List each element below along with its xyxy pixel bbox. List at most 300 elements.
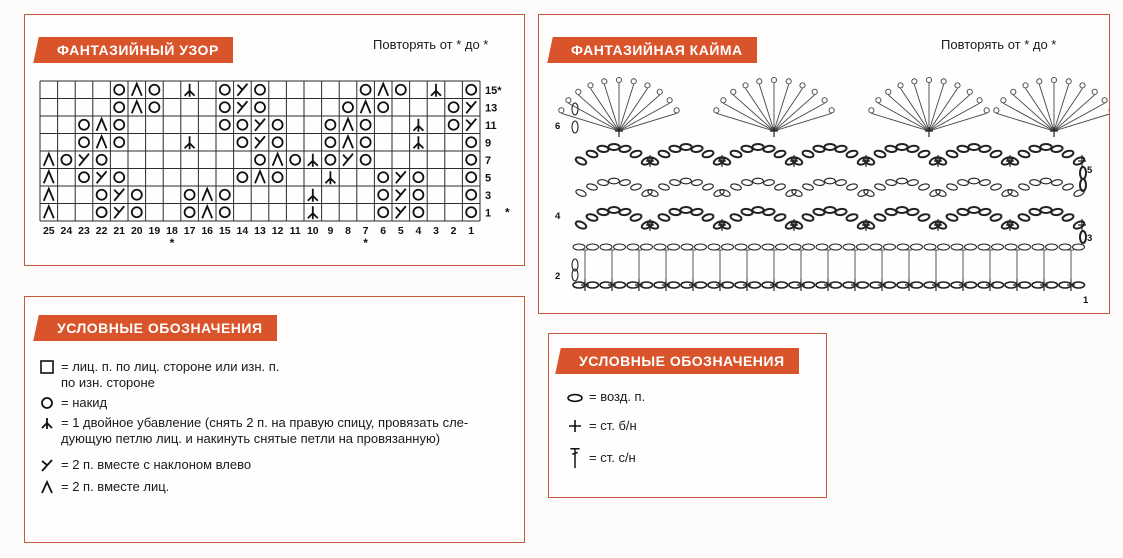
double-decrease-icon [39, 415, 57, 431]
chain-stitch [752, 207, 763, 213]
knitting-repeat-note: Повторять от * до * [373, 37, 489, 52]
chain-stitch [658, 213, 670, 222]
chain-stitch [990, 213, 1002, 222]
yarn-over-icon [396, 85, 406, 95]
yarn-over-icon [255, 155, 265, 165]
column-number: 4 [415, 225, 422, 237]
picot [876, 98, 881, 103]
picot [1080, 83, 1085, 88]
yarn-over-icon [378, 207, 388, 217]
column-number: 19 [148, 225, 161, 237]
chain-stitch [979, 179, 990, 186]
yarn-over-icon [237, 137, 247, 147]
chain-stitch [763, 145, 775, 153]
double-crochet [987, 250, 993, 281]
chain-stitch [979, 145, 991, 153]
picot [645, 83, 650, 88]
double-decrease-icon [185, 136, 195, 149]
yarn-over-icon [466, 137, 476, 147]
yarn-over-icon [343, 102, 353, 112]
chain-stitch [1051, 208, 1063, 216]
yarn-over-icon [132, 207, 142, 217]
row-number: 3 [485, 189, 492, 202]
chain-stitch [1080, 167, 1086, 179]
chain-stitch [802, 183, 814, 191]
left-decrease-icon [237, 84, 247, 96]
chain-stitch [946, 150, 958, 159]
yarn-over-icon [220, 85, 230, 95]
double-decrease-icon [431, 84, 441, 97]
double-crochet [744, 250, 750, 281]
chain-stitch [1062, 150, 1074, 159]
legend-text-cont: по изн. стороне [61, 375, 155, 390]
left-decrease-icon [396, 171, 406, 183]
knit-together-icon [44, 189, 54, 201]
chain-stitch [1029, 179, 1040, 186]
chain-stitch [791, 188, 803, 197]
row-4-arches [575, 178, 1085, 197]
double-decrease-icon [308, 206, 318, 219]
yarn-over-icon [273, 172, 283, 182]
legend-text: = возд. п. [589, 389, 646, 404]
chain-stitch [835, 208, 847, 216]
knit-together-icon [378, 84, 388, 96]
chain-stitch [874, 183, 886, 191]
yarn-over-icon [114, 120, 124, 130]
row-number: 13 [485, 102, 498, 115]
knit-together-icon [39, 479, 57, 495]
chain-stitch [978, 244, 990, 250]
yarn-over-icon [255, 85, 265, 95]
chain-stitch [641, 244, 653, 250]
yarn-over-icon [290, 155, 300, 165]
knit-together-icon [343, 119, 353, 131]
chain-stitch [776, 244, 788, 250]
chain-stitch [600, 244, 612, 250]
crochet-chart-title: ФАНТАЗИЙНАЯ КАЙМА [557, 37, 757, 63]
double-decrease-icon [185, 84, 195, 97]
legend-text: = 1 двойное убавление (снять 2 п. на правую спицу, провязать сле- [61, 415, 469, 430]
column-number: 21 [113, 225, 126, 237]
yarn-over-icon [255, 102, 265, 112]
yarn-over-icon [466, 190, 476, 200]
yarn-over-icon [361, 155, 371, 165]
left-decrease-icon [466, 119, 476, 131]
chain-stitch [774, 150, 786, 159]
chain-stitch [896, 144, 907, 150]
chain-stitch [907, 145, 919, 153]
yarn-over-icon [361, 137, 371, 147]
picot [674, 108, 679, 113]
chain-stitch [1073, 244, 1085, 250]
double-crochet [798, 250, 804, 281]
chain-stitch [619, 208, 631, 216]
left-decrease-icon [343, 154, 353, 166]
yarn-over-icon [273, 137, 283, 147]
left-decrease-icon [396, 189, 406, 201]
chain-stitch [1073, 188, 1085, 197]
chain-stitch [609, 178, 620, 184]
column-number: 24 [60, 225, 73, 237]
picot [714, 108, 719, 113]
column-number: 18 [166, 225, 178, 237]
chain-stitch [924, 244, 936, 250]
chain-stitch [749, 244, 761, 250]
chain-stitch [702, 213, 714, 222]
column-number: 17 [183, 225, 196, 237]
chain-stitch [735, 244, 747, 250]
fan-stitch [774, 113, 832, 131]
legend-item-chain [565, 388, 645, 406]
double-crochet [852, 250, 858, 281]
chain-stitch [1040, 207, 1051, 213]
chain-stitch [957, 145, 969, 153]
crochet-legend-panel [548, 333, 827, 498]
crochet-repeat-note: Повторять от * до * [941, 37, 1057, 52]
picot [631, 79, 636, 84]
chain-stitch [1046, 244, 1058, 250]
chain-stitch [857, 244, 869, 250]
crochet-chart-panel [538, 14, 1110, 314]
double-crochet [717, 250, 723, 281]
chain-stitch [630, 150, 642, 159]
knit-together-icon [97, 119, 107, 131]
legend-item-caret [39, 479, 169, 495]
chain-stitch [1080, 231, 1086, 243]
row-number: 5 [485, 172, 492, 185]
knitting-chart-title: ФАНТАЗИЙНЫЙ УЗОР [43, 37, 233, 63]
chain-stitch [572, 103, 578, 115]
yarn-over-icon [449, 102, 459, 112]
chain-stitch [702, 183, 714, 191]
legend-text: = лиц. п. по лиц. стороне или изн. п. [61, 359, 280, 374]
legend-item-dc [565, 446, 636, 470]
yarn-over-icon [114, 85, 124, 95]
picot [1092, 89, 1097, 94]
yarn-over-icon [466, 155, 476, 165]
knit-together-icon [132, 101, 142, 113]
chain-stitch [957, 179, 968, 186]
left-decrease-icon [255, 119, 265, 131]
yarn-over-icon [413, 207, 423, 217]
yarn-over-icon [413, 172, 423, 182]
double-crochet [1014, 250, 1020, 281]
row-label: 3 [1087, 233, 1093, 244]
chain-stitch [870, 244, 882, 250]
knit-together-icon [273, 154, 283, 166]
knit-together-icon [202, 206, 212, 218]
knit-together-icon [44, 206, 54, 218]
fan-stitch [871, 113, 929, 131]
chain-stitch [1051, 145, 1063, 153]
chain-stitch [846, 213, 858, 222]
chain-stitch [1018, 213, 1030, 222]
chain-stitch [691, 179, 702, 186]
chain-stitch [897, 178, 908, 184]
chain-stitch [752, 144, 763, 150]
chain-stitch [575, 156, 588, 166]
repeat-star: * [169, 236, 175, 250]
chain-stitch [654, 244, 666, 250]
chain-stitch [608, 144, 619, 150]
chain-stitch [918, 150, 930, 159]
chain-stitch [762, 244, 774, 250]
crochet-chart-diagram [539, 69, 1109, 309]
fan-stitch [929, 113, 987, 131]
chain-stitch [627, 244, 639, 250]
chain-stitch [575, 188, 587, 197]
chain-stitch [741, 179, 752, 186]
chain-stitch [824, 144, 835, 150]
left-decrease-icon [79, 154, 89, 166]
chain-stitch [885, 179, 896, 186]
knit-together-icon [361, 101, 371, 113]
yarn-over-icon [466, 85, 476, 95]
picot [829, 108, 834, 113]
chain-stitch [763, 208, 775, 216]
legend-item-triple [39, 415, 468, 447]
chain-stitch [741, 145, 753, 153]
yarn-over-icon [79, 137, 89, 147]
legend-text: = 2 п. вместе лиц. [61, 479, 170, 494]
picot [757, 79, 762, 84]
left-decrease-icon [97, 171, 107, 183]
chain-stitch [1018, 150, 1030, 159]
chain-stitch [846, 183, 858, 191]
picot [1037, 79, 1042, 84]
chain-stitch [979, 208, 991, 216]
yarn-over-icon [413, 190, 423, 200]
chain-stitch [885, 208, 897, 216]
yarn-over-icon [361, 120, 371, 130]
repeat-star: * [505, 205, 510, 220]
picot [822, 98, 827, 103]
chain-stitch [741, 208, 753, 216]
double-crochet [906, 250, 912, 281]
picot [743, 83, 748, 88]
picot [588, 83, 593, 88]
chain-stitch [992, 244, 1004, 250]
left-decrease-icon [466, 101, 476, 113]
chain-stitch [1040, 144, 1051, 150]
column-number: 13 [254, 225, 266, 237]
chain-stitch [957, 208, 969, 216]
yarn-over-icon [325, 155, 335, 165]
row-6-fans [559, 77, 1109, 137]
left-decrease-icon [39, 457, 57, 473]
chain-stitch [695, 244, 707, 250]
chain-stitch [835, 145, 847, 153]
picot [576, 89, 581, 94]
left-decrease-icon [114, 189, 124, 201]
yarn-over-icon [449, 120, 459, 130]
chain-stitch [1029, 208, 1041, 216]
picot [559, 108, 564, 113]
row-number: 15* [485, 84, 502, 97]
chain-stitch [830, 244, 842, 250]
yarn-over-icon [185, 190, 195, 200]
picot [812, 89, 817, 94]
yarn-over-icon [378, 190, 388, 200]
repeat-star: * [363, 236, 368, 250]
yarn-over-icon [114, 172, 124, 182]
chain-stitch [647, 188, 659, 197]
chain-stitch [668, 244, 680, 250]
knitting-chart-grid [25, 75, 524, 255]
chain-stitch [572, 121, 578, 133]
picot [1023, 83, 1028, 88]
chain-stitch [597, 208, 609, 216]
picot [1066, 79, 1071, 84]
chain-stitch [730, 150, 742, 159]
chain-stitch [918, 213, 930, 222]
chain-stitch [803, 244, 815, 250]
chain-stitch-icon [565, 388, 585, 406]
double-decrease-icon [325, 171, 335, 184]
row-label: 1 [1083, 295, 1089, 306]
chain-stitch [990, 150, 1002, 159]
chain-stitch [681, 244, 693, 250]
yarn-over-icon [185, 207, 195, 217]
chain-stitch [774, 183, 786, 191]
chain-stitch [573, 244, 585, 250]
chain-stitch [789, 244, 801, 250]
chain-stitch [1062, 183, 1074, 191]
chain-stitch [918, 183, 930, 191]
picot [786, 79, 791, 84]
chain-stitch [630, 213, 642, 222]
legend-text-cont: дующую петлю лиц. и накинуть снятые петли на провязанную) [61, 431, 441, 446]
chain-stitch [774, 213, 786, 222]
yarn-over-icon [325, 137, 335, 147]
double-crochet [636, 250, 642, 281]
chain-stitch [680, 207, 691, 213]
picot [1102, 98, 1107, 103]
picot [731, 89, 736, 94]
column-number: 9 [327, 225, 334, 237]
picot [566, 98, 571, 103]
double-crochet [933, 250, 939, 281]
chain-stitch [608, 207, 619, 213]
chain-stitch [1029, 145, 1041, 153]
chain-stitch [691, 208, 703, 216]
picot [667, 98, 672, 103]
single-crochet-icon [565, 417, 585, 435]
chain-stitch [708, 244, 720, 250]
chain-stitch [575, 220, 588, 230]
yarn-over-icon [97, 190, 107, 200]
knit-together-icon [97, 136, 107, 148]
yarn-over-icon [132, 190, 142, 200]
chain-stitch [946, 183, 958, 191]
chain-stitch [813, 208, 825, 216]
legend-text: = 2 п. вместе с наклоном влево [61, 457, 252, 472]
picot [984, 108, 989, 113]
yarn-over-icon [220, 190, 230, 200]
chain-stitch [597, 145, 609, 153]
double-crochet [690, 250, 696, 281]
chain-stitch [874, 150, 886, 159]
chain-stitch [884, 244, 896, 250]
chain-stitch [586, 213, 598, 222]
chain-stitch [1005, 244, 1017, 250]
double-crochet [1068, 250, 1074, 281]
chain-stitch [658, 183, 670, 191]
picot [1001, 98, 1006, 103]
chain-stitch [681, 178, 692, 184]
knit-together-icon [132, 84, 142, 96]
picot [1011, 89, 1016, 94]
double-decrease-icon [308, 189, 318, 202]
column-number: 23 [78, 225, 90, 237]
chain-stitch [965, 244, 977, 250]
knit-together-icon [255, 171, 265, 183]
row-5-arches [575, 144, 1086, 167]
picot [941, 79, 946, 84]
row-label: 6 [555, 121, 561, 132]
left-decrease-icon [114, 206, 124, 218]
chain-stitch [753, 178, 764, 184]
legend-item-left [39, 457, 251, 473]
yarn-over-icon [325, 120, 335, 130]
row-label: 5 [1087, 165, 1093, 176]
legend-item-square [39, 359, 279, 391]
knitting-legend-panel [24, 296, 525, 543]
chain-stitch [816, 244, 828, 250]
chain-stitch [911, 244, 923, 250]
yarn-over-icon [466, 172, 476, 182]
yarn-over-icon [39, 395, 57, 411]
picot [800, 83, 805, 88]
column-number: 22 [95, 225, 108, 237]
left-decrease-icon [237, 101, 247, 113]
yarn-over-icon [97, 207, 107, 217]
yarn-over-icon [220, 120, 230, 130]
row-2-chain [573, 244, 1085, 281]
crochet-legend-title: УСЛОВНЫЕ ОБОЗНАЧЕНИЯ [565, 348, 799, 374]
column-number: 14 [236, 225, 249, 237]
chain-stitch [846, 150, 858, 159]
picot [912, 79, 917, 84]
yarn-over-icon [149, 102, 159, 112]
column-number: 3 [433, 225, 439, 237]
chain-stitch [702, 150, 714, 159]
knit-together-icon [202, 189, 212, 201]
chain-stitch [658, 150, 670, 159]
double-crochet [582, 250, 588, 281]
double-decrease-icon [413, 136, 423, 149]
picot [898, 83, 903, 88]
chain-stitch [1018, 183, 1030, 191]
row-number: 11 [485, 119, 497, 132]
chain-stitch [863, 188, 875, 197]
legend-text: = ст. б/н [589, 418, 637, 433]
chain-stitch [619, 145, 631, 153]
double-crochet [1041, 250, 1047, 281]
picot [886, 89, 891, 94]
knitting-legend-title: УСЛОВНЫЕ ОБОЗНАЧЕНИЯ [43, 315, 277, 341]
knit-together-icon [44, 154, 54, 166]
chain-stitch [619, 179, 630, 186]
double-crochet [663, 250, 669, 281]
chain-stitch [722, 244, 734, 250]
yarn-over-icon [378, 102, 388, 112]
column-number: 2 [450, 225, 457, 237]
yarn-over-icon [378, 172, 388, 182]
fan-stitch [619, 113, 677, 131]
chain-stitch [874, 213, 886, 222]
double-crochet-icon [565, 446, 585, 470]
